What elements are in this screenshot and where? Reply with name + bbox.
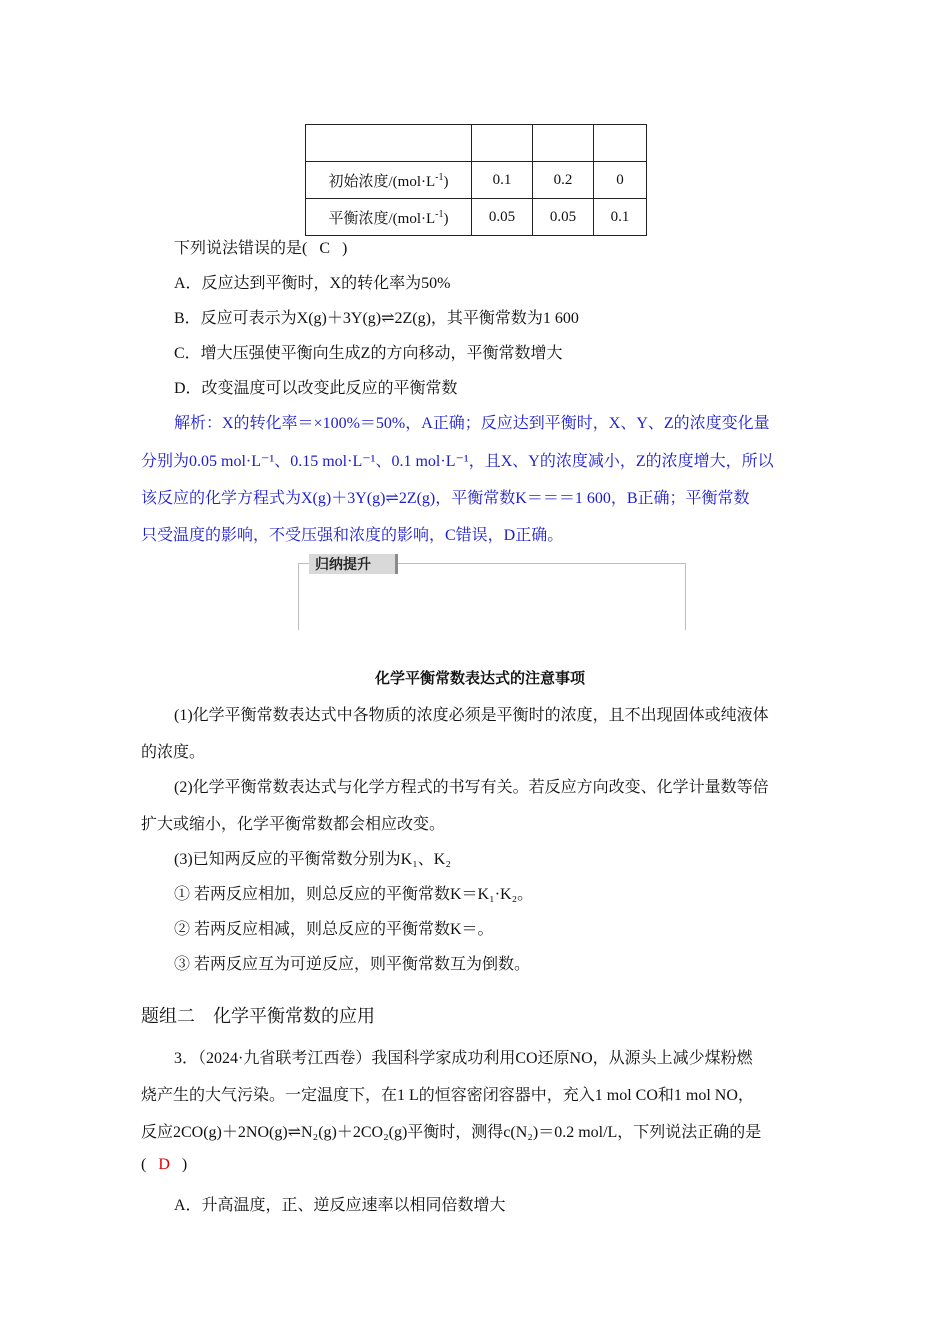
table-header-cell [594, 125, 647, 162]
table-cell: 0.1 [594, 199, 647, 236]
analysis-line: 该反应的化学方程式为X(g)＋3Y(g)⇌2Z(g)，平衡常数K＝＝＝1 600，B正确；平衡常数 [141, 490, 750, 507]
option-c: C．增大压强使平衡向生成Z的方向移动，平衡常数增大 [174, 345, 563, 362]
answer-parens: ( D ) [141, 1156, 188, 1173]
table-header-row [306, 125, 647, 162]
table-cell: 0.05 [472, 199, 533, 236]
table-row [306, 162, 647, 199]
table-row-label: 平衡浓度$/(mol\cdot L^{-1})$ [306, 199, 472, 236]
concentration-table [305, 124, 647, 236]
table-header-cell [306, 125, 472, 162]
table-header-cell [472, 125, 533, 162]
summary-line: 扩大或缩小，化学平衡常数都会相应改变。 [141, 816, 446, 833]
section-title: 题组二 化学平衡常数的应用 [141, 1006, 375, 1026]
summary-line: (1)化学平衡常数表达式中各物质的浓度必须是平衡时的浓度，且不出现固体或纯液体 [174, 707, 769, 724]
table-cell: 0.05 [533, 199, 594, 236]
analysis-line: 分别为0.05 mol·L⁻¹、0.15 mol·L⁻¹、0.1 mol·L⁻¹，且X、Y的浓度减小，Z的浓度增大，所以 [141, 453, 774, 470]
option-d: D．改变温度可以改变此反应的平衡常数 [174, 380, 458, 397]
table-cell: 0 [594, 162, 647, 199]
option-a: A．反应达到平衡时，X的转化率为50% [174, 275, 451, 292]
question-line: 反应2CO(g)＋2NO(g)⇌N₂(g)＋2CO₂(g)平衡时，测得c(N₂)＝0.2 mol/L，下列说法正确的是 [141, 1124, 762, 1141]
question-line: 烧产生的大气污染。一定温度下，在1 L的恒容密闭容器中，充入1 mol CO和1 mol NO， [141, 1087, 754, 1104]
question-line: 3．（2024·九省联考江西卷）我国科学家成功利用CO还原NO，从源头上减少煤粉燃 [174, 1050, 753, 1067]
summary-line: 的浓度。 [141, 744, 206, 761]
summary-tag: 归纳提升 [309, 554, 398, 574]
summary-line: (3)已知两反应的平衡常数分别为K₁、K₂ [174, 851, 451, 868]
summary-line: ① 若两反应相加，则总反应的平衡常数K＝K₁·K₂。 [174, 886, 534, 903]
analysis-line: 解析：X的转化率＝×100%＝50%，A正确；反应达到平衡时，X、Y、Z的浓度变化量 [174, 415, 770, 432]
summary-title: 化学平衡常数表达式的注意事项 [375, 670, 586, 687]
option-b: B．反应可表示为X(g)＋3Y(g)⇌2Z(g)，其平衡常数为1 600 [174, 310, 579, 327]
table-cell: 0.1 [472, 162, 533, 199]
answer-letter: D [158, 1156, 170, 1173]
option-a: A．升高温度，正、逆反应速率以相同倍数增大 [174, 1197, 506, 1214]
table-cell: 0.2 [533, 162, 594, 199]
question-stem: 下列说法错误的是( C ) [174, 240, 348, 257]
table-header-cell [533, 125, 594, 162]
table-row [306, 199, 647, 236]
answer-letter: C [319, 240, 331, 257]
summary-line: ② 若两反应相减，则总反应的平衡常数K＝。 [174, 921, 494, 938]
summary-line: (2)化学平衡常数表达式与化学方程式的书写有关。若反应方向改变、化学计量数等倍 [174, 779, 769, 796]
analysis-line: 只受温度的影响，不受压强和浓度的影响，C错误，D正确。 [141, 527, 564, 544]
table-row-label: 初始浓度$/(mol\cdot L^{-1})$ [306, 162, 472, 199]
summary-line: ③ 若两反应互为可逆反应，则平衡常数互为倒数。 [174, 956, 531, 973]
